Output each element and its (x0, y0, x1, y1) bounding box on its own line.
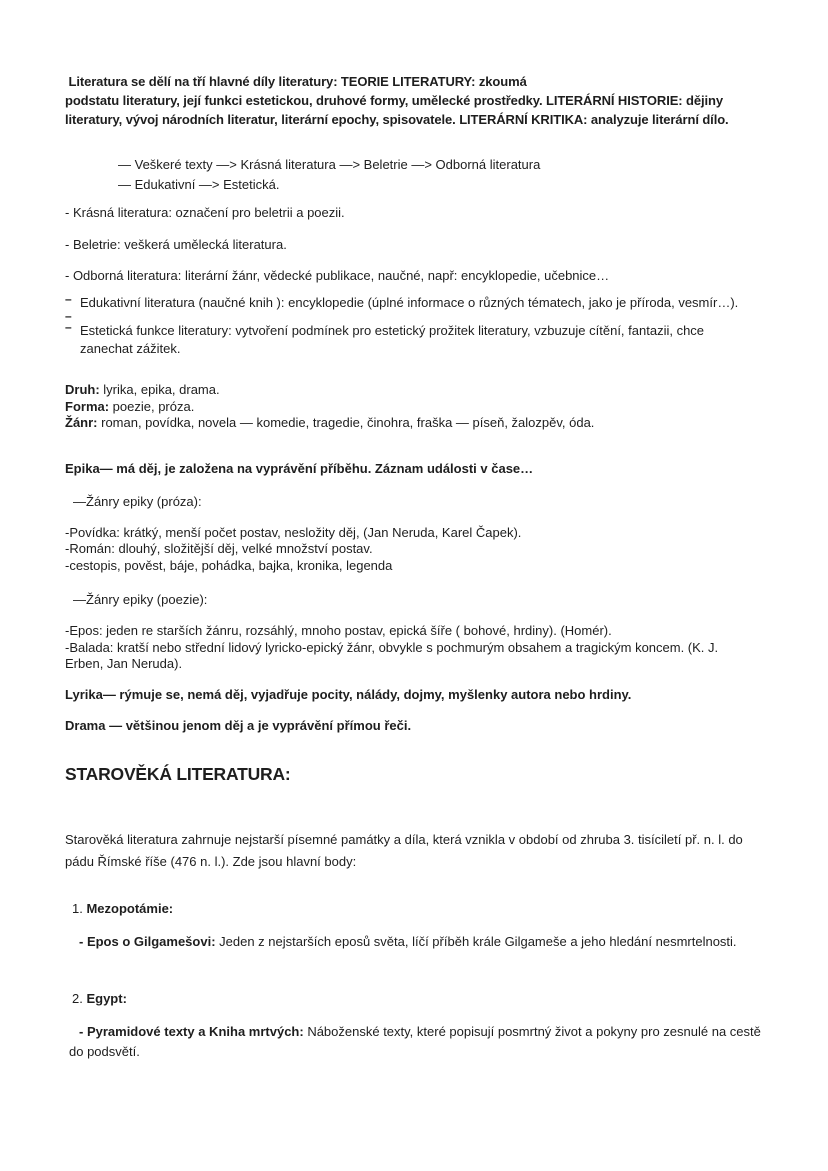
sub-item-epos-o-gilgamesovi (65, 933, 800, 951)
druh-line (65, 382, 800, 399)
mezopotamie-label: Mezopotámie: (86, 900, 174, 916)
raised-dash-marker: – (65, 292, 72, 306)
zanr-label: Žánr: (65, 415, 98, 430)
intro-line: podstatu literatury, její funkci estetickou, druhové formy, umělecké prostředky. LITERÁRNÍ HISTORIE: dějiny (65, 93, 723, 108)
intro-line: Literatura se dělí na tří hlavné díly literatury: TEORIE LITERATURY: zkoumá (65, 74, 527, 89)
item-number: 1. (72, 900, 87, 916)
zanr-text: roman, povídka, novela — komedie, tragedie, činohra, fraška — píseň, žalozpěv, óda. (97, 415, 595, 430)
intro-paragraph (65, 72, 800, 129)
flow-arrows-block (65, 155, 800, 195)
zanry-epiky-poezie-list (65, 623, 800, 673)
numbered-item-egypt (65, 990, 800, 1008)
dash-item-text: Edukativní literatura (naučné knih ): encyklopedie (úplné informace o různých tématech, jako je příroda, vesmír…). (80, 295, 739, 310)
staroveka-literatura-title: STAROVĚKÁ LITERATURA: (65, 763, 291, 784)
proza-item-povidka: -Povídka: krátký, menší počet postav, nesložity děj, (Jan Neruda, Karel Čapek). (65, 524, 522, 540)
staroveka-intro-line: pádu Římské říše (476 n. l.). Zde jsou hlavní body: (65, 853, 357, 869)
dash-item-edukativni (65, 294, 800, 312)
druh-forma-zanr-block (65, 382, 800, 432)
epos-o-gilgamesovi-text: Jeden z nejstarších eposů světa, líčí příběh krále Gilgameše a jeho hledání nesmrtelnosti. (215, 933, 737, 949)
bullet-odborna-literatura: - Odborná literatura: literární žánr, vědecké publikace, naučné, např: encyklopedie, učebnice… (65, 268, 610, 283)
forma-label: Forma: (65, 398, 110, 414)
staroveka-intro-paragraph (65, 829, 800, 873)
forma-line (65, 399, 800, 416)
lyrika-heading: Lyrika— rýmuje se, nemá děj, vyjadřuje pocity, nálády, dojmy, myšlenky autora nebo hrdiny. (65, 686, 632, 702)
zanry-epiky-poezie-label: —Žánry epiky (poezie): (73, 592, 208, 607)
zanr-line (65, 415, 800, 432)
raised-dash-marker: – (65, 320, 72, 334)
dash-item-esteticka (65, 322, 800, 358)
pyramidove-texty-text: Náboženské texty, které popisují posmrtný život a pokyny pro zesnulé na cestě (303, 1023, 761, 1039)
epos-o-gilgamesovi-label: - Epos o Gilgamešovi: (79, 933, 216, 949)
bullet-krasna-literatura: - Krásná literatura: označení pro beletrii a poezii. (65, 205, 345, 220)
zanry-epiky-proza-label: —Žánry epiky (próza): (73, 493, 202, 509)
sub-item-pyramidove-texty-continuation: do podsvětí. (69, 1043, 140, 1059)
lone-dash-marker: – (65, 309, 72, 323)
flow-arrows-line: — Edukativní —> Estetická. (118, 177, 280, 192)
drama-heading: Drama — většinou jenom děj a je vyprávění přímou řeči. (65, 717, 412, 733)
forma-text: poezie, próza. (109, 398, 195, 414)
poezie-item-epos: -Epos: jeden re starších žánru, rozsáhlý, mnoho postav, epická šíře ( bohové, hrdiny). (Homér). (65, 623, 612, 638)
druh-text: lyrika, epika, drama. (99, 382, 220, 397)
intro-line: literatury, vývoj národních literatur, literární epochy, spisovatele. LITERÁRNÍ KRITIKA: analyzuje literární dílo. (65, 112, 729, 127)
staroveka-intro-line: Starověká literatura zahrnuje nejstarší písemné památky a díla, která vznikla v období od zhruba 3. tisíciletí př. n. l. do (65, 831, 743, 847)
proza-item-ostatni: -cestopis, pověst, báje, pohádka, bajka, kronika, legenda (65, 557, 393, 573)
egypt-label: Egypt: (86, 990, 127, 1006)
numbered-item-mezopotamie (65, 900, 800, 918)
flow-arrows-line: — Veškeré texty —> Krásná literatura —> Beletrie —> Odborná literatura (118, 157, 541, 172)
poezie-item-balada-continuation: Erben, Jan Neruda). (65, 656, 183, 671)
bullet-beletrie: - Beletrie: veškerá umělecká literatura. (65, 237, 287, 252)
sub-item-pyramidove-texty (65, 1022, 800, 1042)
item-number: 2. (72, 990, 87, 1006)
dash-item-text-continuation: zanechat zážitek. (80, 341, 181, 356)
poezie-item-balada: -Balada: kratší nebo střední lidový lyricko-epický žánr, obvykle s pochmurým obsahem a tragickým koncem. (K. J. (65, 639, 719, 655)
dash-item-text: Estetická funkce literatury: vytvoření podmínek pro estetický prožitek literatury, vzbuzuje cítění, fantazii, chce (80, 323, 705, 338)
pyramidove-texty-label: - Pyramidové texty a Kniha mrtvých: (79, 1023, 304, 1039)
proza-item-roman: -Román: dlouhý, složitější děj, velké množství postav. (65, 541, 373, 556)
druh-label: Druh: (65, 382, 100, 397)
zanry-epiky-proza-list (65, 525, 800, 575)
epika-heading: Epika— má děj, je založena na vyprávění příběhu. Záznam události v čase… (65, 460, 534, 476)
